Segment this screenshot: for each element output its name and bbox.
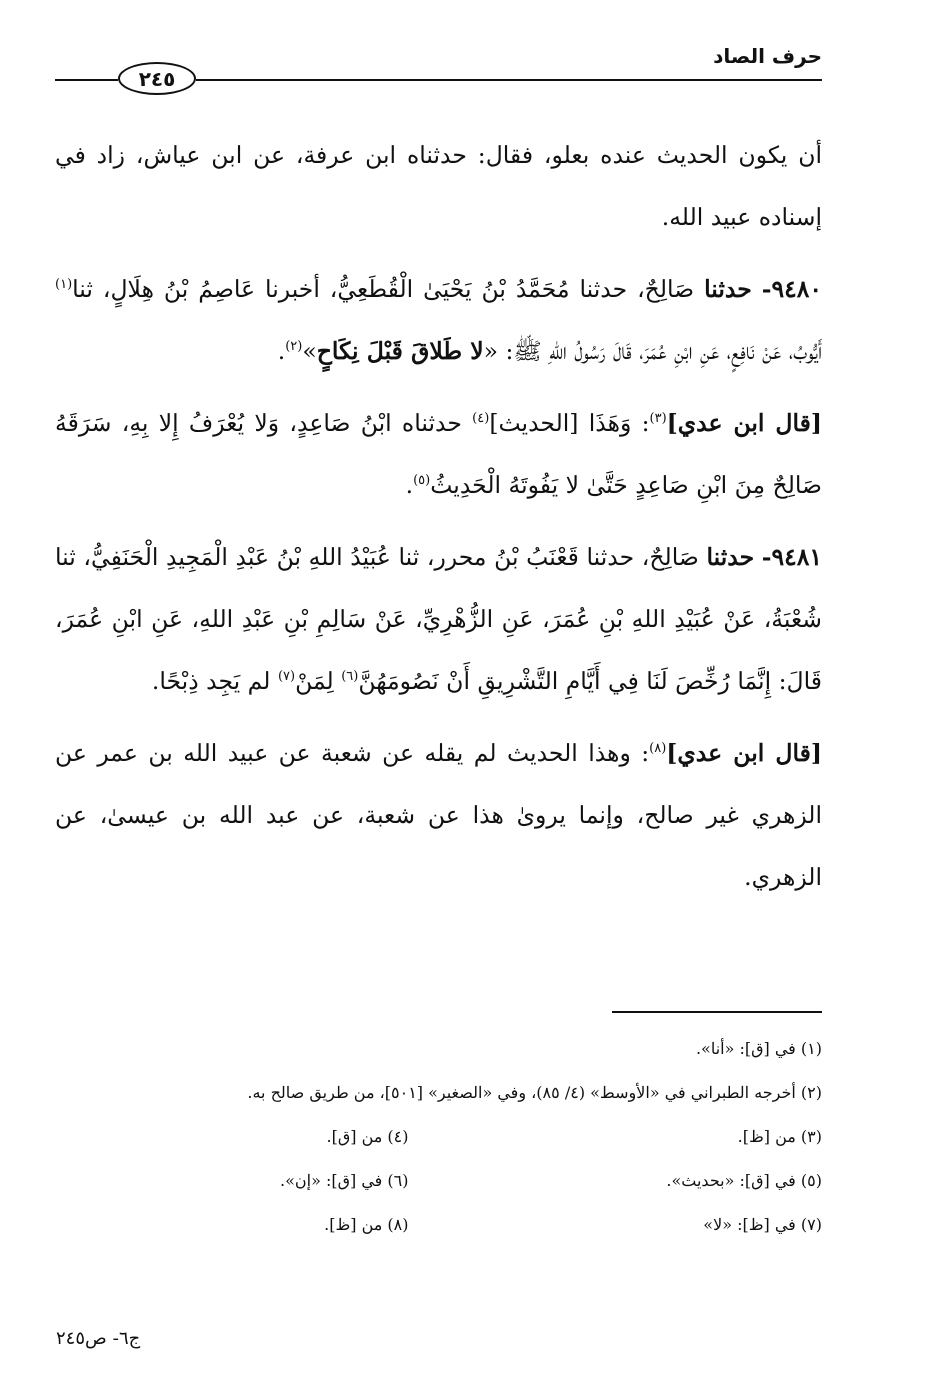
footnote-item: (٥) في [ق]: «بحديث». (666, 1170, 822, 1190)
header-rule (55, 79, 118, 81)
ibn-adi-comment: [قال ابن عدي]$^{(٨)}$: وهذا الحديث لم يقله عن شعبة عن عبيد الله بن عمر عن الزهري غير صالح، وإنما يروىٰ هذا عن شعبة، عن عبد الله بن عيسىٰ، عن الزهري. (55, 739, 822, 891)
footnote-item: (٦) في [ق]: «إن». (280, 1170, 409, 1190)
footnote-ref: (٦) (341, 669, 359, 685)
footnote-separator (612, 1011, 822, 1013)
footnote-ref: (٢) (285, 339, 303, 355)
volume-page-reference: ج٦- ص٢٤٥ (56, 1328, 141, 1349)
page-number-badge: ٢٤٥ (118, 62, 196, 95)
footnote-item: (٨) من [ظ]. (324, 1214, 409, 1234)
footnote-item: (٤) من [ق]. (326, 1126, 409, 1146)
footnote-ref: (٧) (277, 669, 296, 685)
hadith-9480: ٩٤٨٠- حدثنا صَالِحٌ، حدثنا مُحَمَّدُ بْنُ يَحْيَىٰ الْقُطَعِيُّ، أخبرنا عَاصِمُ بْنُ هِلَالٍ، ثنا$^{(١)}$ أَيُّوبُ، عَنْ نَافِعٍ، عَنِ ابْنِ عُمَرَ، قَالَ رَسُولُ اللهِ ﷺ: «لا طَلاقَ قَبْلَ نِكَاحٍ»$^{(٢)}$. (55, 275, 822, 365)
footnote-ref: (٣) (649, 411, 667, 427)
chapter-title: حرف الصاد (713, 44, 822, 68)
hadith-keyword: حدثنا (704, 275, 752, 303)
commentator-label: [قال ابن عدي] (666, 409, 822, 437)
footnote-ref: (١) (55, 277, 73, 293)
hadith-number: ٩٤٨١- (761, 543, 822, 571)
hadith-9481: ٩٤٨١- حدثنا صَالِحٌ، حدثنا قَعْنَبُ بْنُ محرر، ثنا عُبَيْدُ اللهِ بْنُ عَبْدِ الْمَجِيدِ الْحَنَفِيُّ، ثنا شُعْبَةُ، عَنْ عُبَيْدِ اللهِ بْنِ عُمَرَ، عَنِ الزُّهْرِيِّ، عَنْ سَالِمِ بْنِ عَبْدِ اللهِ، عَنِ ابْنِ عُمَرَ، قَالَ: إِنَّمَا رُخِّصَ لَنَا فِي أَيَّامِ التَّشْرِيقِ أَنْ نَصُومَهُنَّ$^{(٦)}$ لِمَنْ$^{(٧)}$ لم يَجِد ذِبْحًا. (55, 543, 822, 695)
footnote-ref: (٥) (413, 473, 431, 489)
footnote-ref: (٨) (649, 741, 667, 757)
ibn-adi-comment: [قال ابن عدي]$^{(٣)}$: وَهَذَا [الحديث]$^{(٤)}$ حدثناه ابْنُ صَاعِدٍ، وَلا يُعْرَفُ إِلا بِهِ، سَرَقَهُ صَالِحٌ مِنَ ابْنِ صَاعِدٍ حَتَّىٰ لا يَفُوتَهُ الْحَدِيثُ$^{(٥)}$. (55, 409, 822, 499)
footnote-item: (٢) أخرجه الطبراني في «الأوسط» (٤/ ٨٥)، وفي «الصغير» [٥٠١]، من طريق صالح به. (247, 1082, 822, 1102)
hadith-keyword: حدثنا (706, 543, 755, 571)
hadith-number: ٩٤٨٠- (761, 275, 822, 303)
hadith-matn: لا طَلاقَ قَبْلَ نِكَاحٍ (316, 337, 484, 365)
footnotes (55, 1026, 822, 1246)
footnote-ref: (٤) (472, 411, 490, 427)
header-rule (196, 79, 822, 81)
commentator-label: [قال ابن عدي] (666, 739, 822, 767)
footnote-item: (١) في [ق]: «أنا». (695, 1038, 822, 1058)
footnote-item: (٧) في [ظ]: «لا» (703, 1214, 822, 1234)
paragraph-continuation: أن يكون الحديث عنده بعلو، فقال: حدثناه ابن عرفة، عن ابن عياش، زاد في إسناده عبيد الله. (55, 141, 822, 231)
footnote-item: (٣) من [ظ]. (737, 1126, 822, 1146)
main-text (55, 124, 822, 918)
